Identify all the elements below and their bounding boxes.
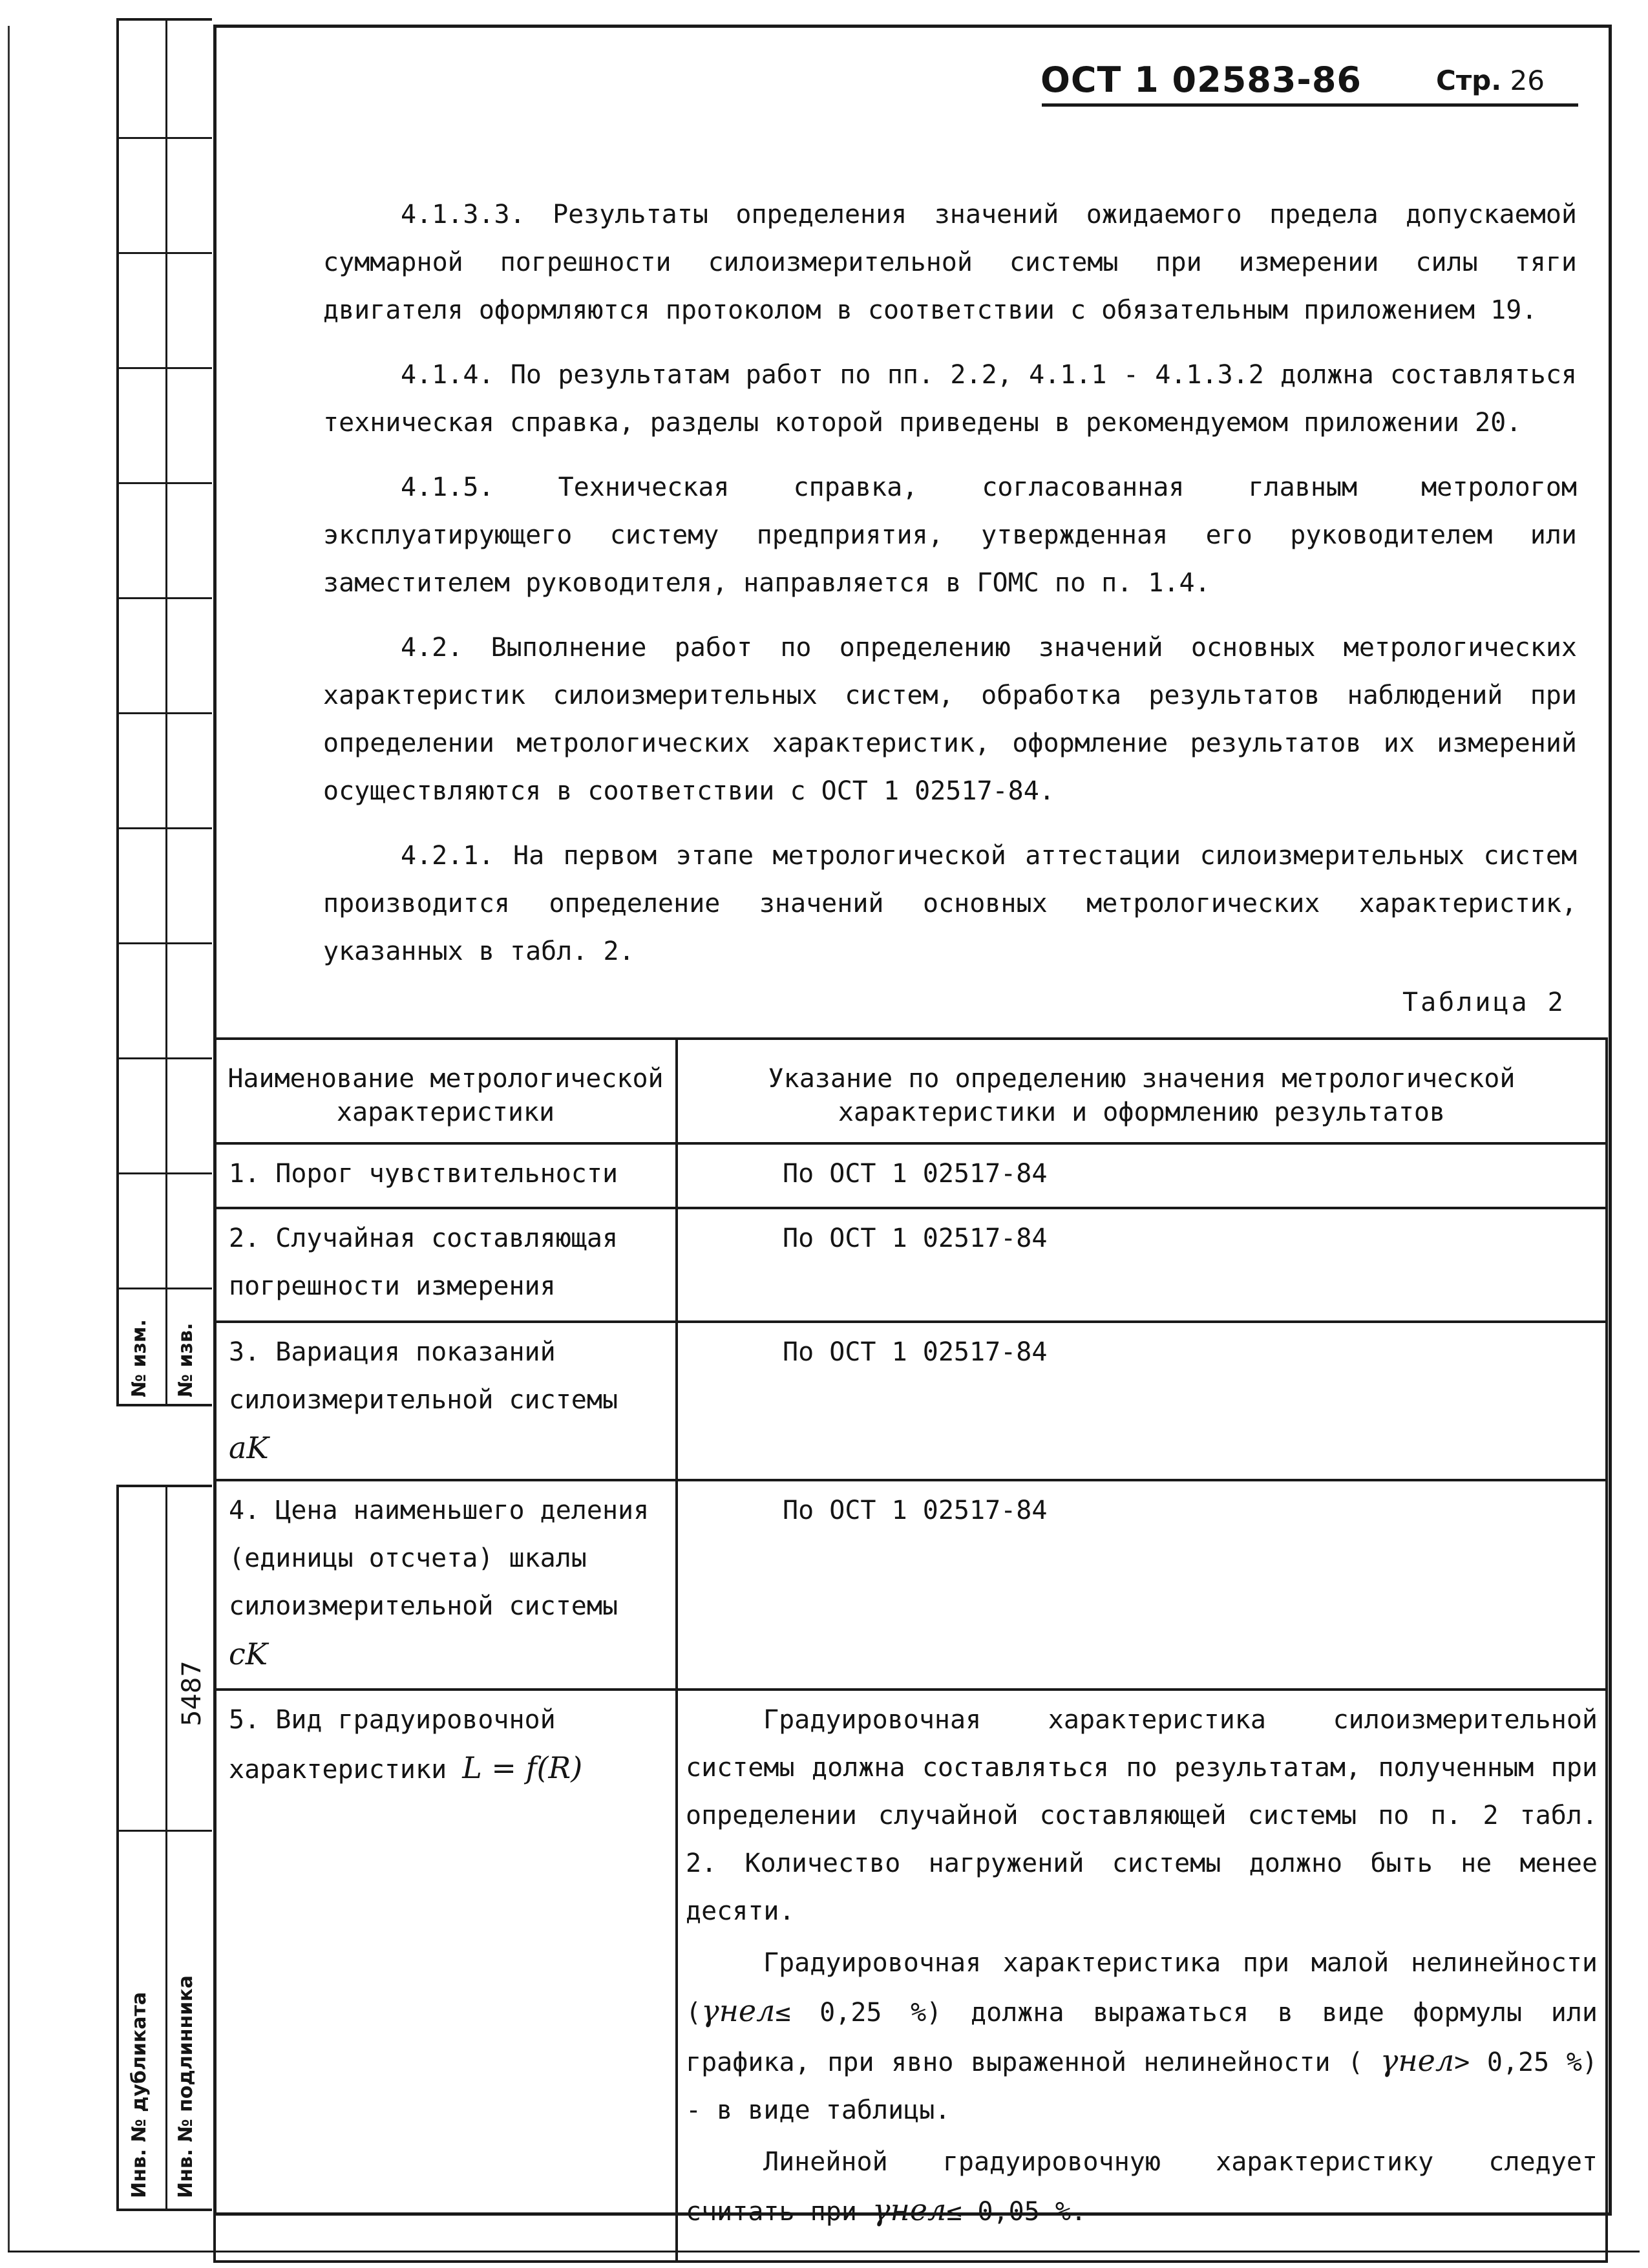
- formula-l-f-r: L = f(R): [462, 1750, 583, 1785]
- margin-inv-number: 5487: [177, 1660, 207, 1726]
- header-rule: [1042, 103, 1578, 107]
- table-row-2-name: 2. Случайная составляющая погрешности измерения: [215, 1208, 677, 1322]
- body-text: [323, 191, 1577, 992]
- table-caption: Таблица 2: [1402, 988, 1566, 1017]
- paragraph-4-2: 4.2. Выполнение работ по определению значений основных метрологических характеристик силоизмерительных систем, обработка результатов наблюдений при определении метрологических характеристик, оформление результатов их измерений осуществляются в соответствии с ОСТ 1 02517-84.: [323, 633, 1577, 806]
- table-2: [213, 1037, 1605, 2263]
- margin-podlinnik-label: Инв. № подлинника: [174, 1975, 197, 2198]
- row5-paragraph-1: Градуировочная характеристика силоизмерительной системы должна составляться по результатам, полученным при определении случайной составляющей системы по п. 2 табл. 2. Количество нагружений системы должно быть не менее десяти.: [686, 1705, 1598, 1926]
- table-header-row: [215, 1039, 1607, 1143]
- table-header-name: Наименование метрологической характеристики: [215, 1039, 677, 1143]
- table-row: [215, 1322, 1607, 1480]
- table-row: [215, 1480, 1607, 1690]
- table-header-instruction: Указание по определению значения метрологической характеристики и оформлению результатов: [677, 1039, 1607, 1143]
- table-row: [215, 1690, 1607, 2262]
- paragraph-4-1-4: 4.1.4. По результатам работ по пп. 2.2, 4.1.1 - 4.1.3.2 должна составляться техническая справка, разделы которой приведены в рекомендуемом приложении 20.: [323, 360, 1577, 438]
- table-row-5-name: 5. Вид градуировочной характеристики L = f(R): [215, 1690, 677, 2262]
- table-row-3-ref: По ОСТ 1 02517-84: [677, 1322, 1607, 1480]
- table-row-1-name: 1. Порог чувствительности: [215, 1143, 677, 1208]
- margin-dublikat-label: Инв. № дубликата: [128, 1991, 151, 2198]
- page-number-value: 26: [1510, 65, 1545, 96]
- table-row: [215, 1208, 1607, 1322]
- table-row-4-name: 4. Цена наименьшего деления (единицы отсчета) шкалы силоизмерительной системы cK: [215, 1480, 677, 1690]
- symbol-a-k: aK: [229, 1430, 269, 1465]
- left-edge-line: [8, 26, 10, 2251]
- margin-strip-lower: [116, 1485, 212, 2211]
- table-row-1-ref: По ОСТ 1 02517-84: [677, 1143, 1607, 1208]
- table-row-2-ref: По ОСТ 1 02517-84: [677, 1208, 1607, 1322]
- margin-strip-upper: [116, 18, 212, 1406]
- page-number: [1436, 65, 1545, 96]
- page-label: Стр.: [1436, 65, 1502, 96]
- table-row-3-name: 3. Вариация показаний силоизмерительной системы aK: [215, 1322, 677, 1480]
- margin-izm-label: № изм.: [128, 1319, 151, 1397]
- row5-paragraph-3: Линейной градуировочную характеристику следует считать при γнел≤ 0,05 %.: [686, 2147, 1598, 2227]
- document-code: ОСТ 1 02583-86: [1041, 59, 1362, 100]
- table-row: [215, 1143, 1607, 1208]
- margin-izv-label: № изв.: [174, 1322, 197, 1397]
- table-row-4-ref: По ОСТ 1 02517-84: [677, 1480, 1607, 1690]
- paragraph-4-2-1: 4.2.1. На первом этапе метрологической аттестации силоизмерительных систем производится определение значений основных метрологических характеристик, указанных в табл. 2.: [323, 841, 1577, 966]
- paragraph-4-1-5: 4.1.5. Техническая справка, согласованная главным метрологом эксплуатирующего систему предприятия, утвержденная его руководителем или заместителем руководителя, направляется в ГОМС по п. 1.4.: [323, 472, 1577, 598]
- row5-paragraph-2: Градуировочная характеристика при малой нелинейности (γнел≤ 0,25 %) должна выражаться в виде формулы или графика, при явно выраженной нелинейности ( γнел> 0,25 %) - в виде таблицы.: [686, 1948, 1598, 2125]
- paragraph-4-1-3-3: 4.1.3.3. Результаты определения значений ожидаемого предела допускаемой суммарной погрешности силоизмерительной системы при измерении силы тяги двигателя оформляются протоколом в соответствии с обязательным приложением 19.: [323, 200, 1577, 325]
- symbol-c-k: cK: [229, 1637, 268, 1671]
- table-row-5-instruction: [677, 1690, 1607, 2262]
